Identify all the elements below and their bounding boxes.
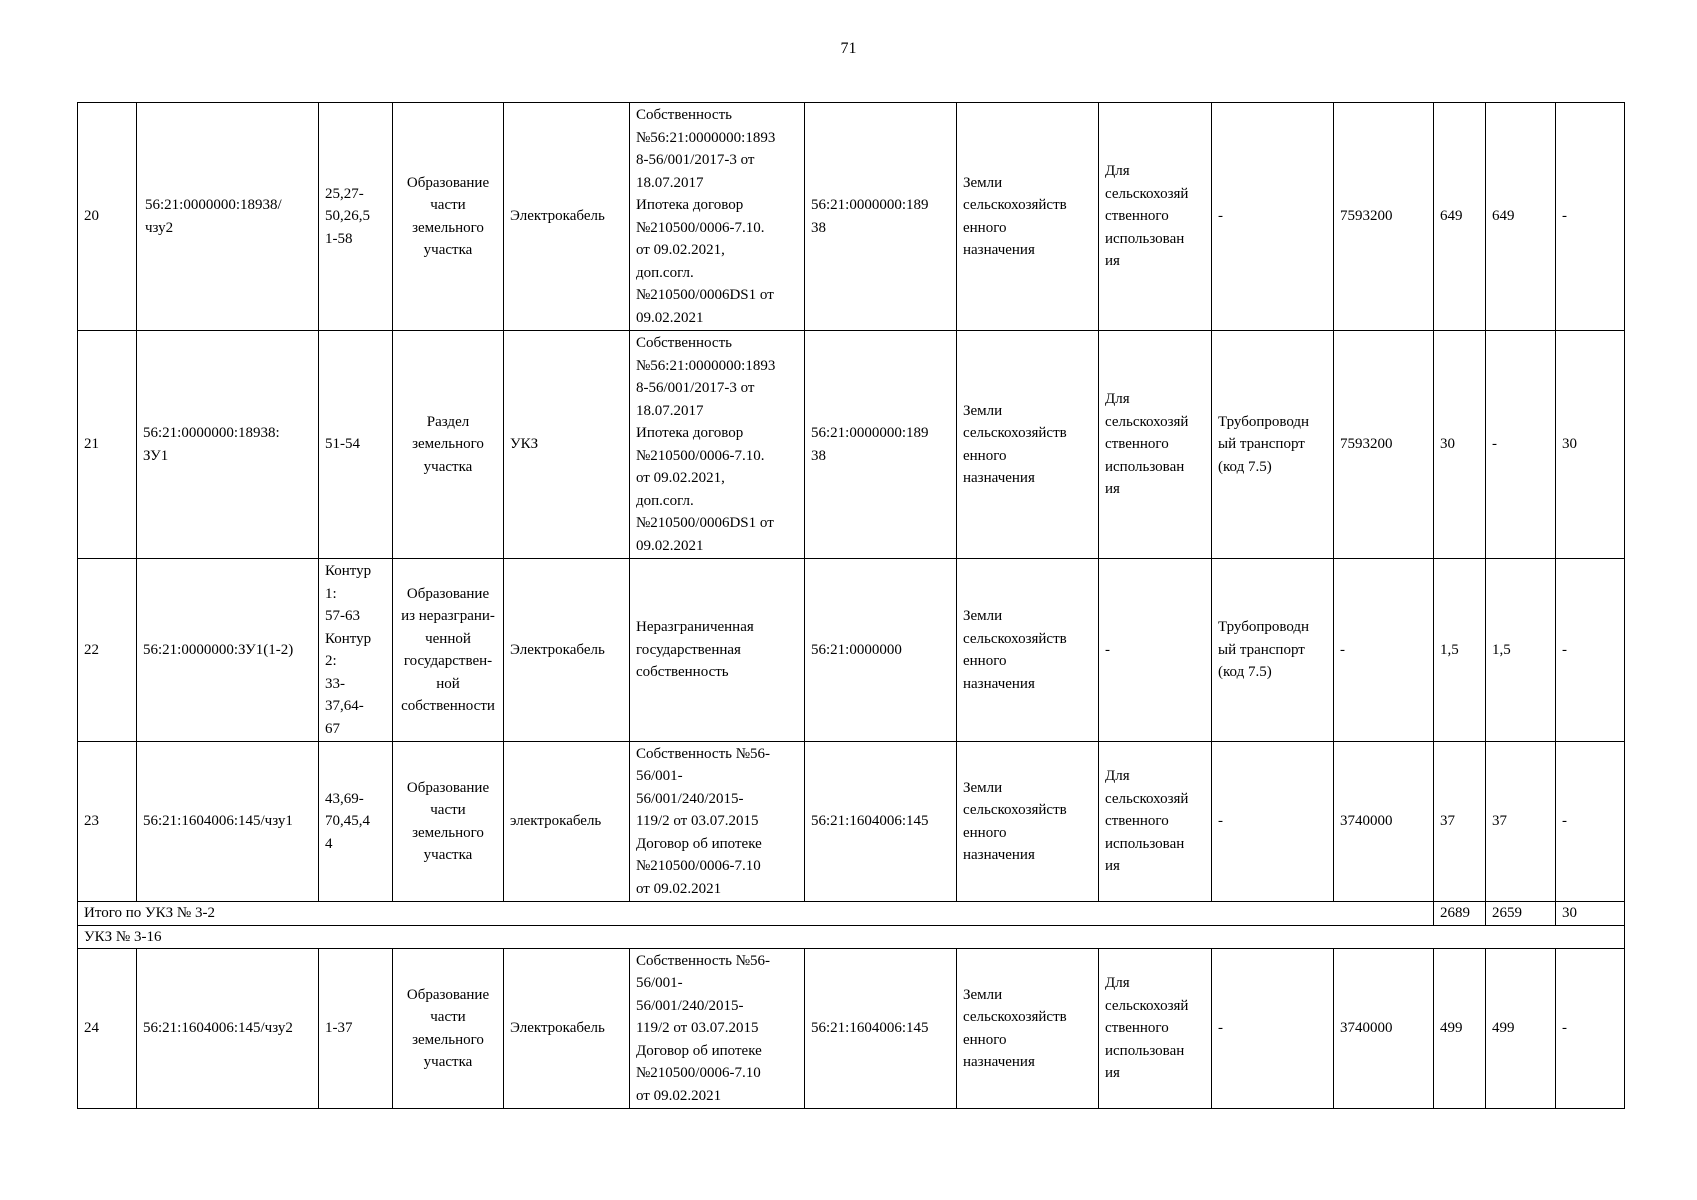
cadastral-cost: 3740000 bbox=[1334, 949, 1434, 1109]
table-row bbox=[78, 103, 1625, 331]
boundary-points: 25,27- 50,26,5 1-58 bbox=[319, 103, 393, 331]
boundary-points: 1-37 bbox=[319, 949, 393, 1109]
source-plot: 56:21:0000000:189 38 bbox=[805, 103, 957, 331]
object-type: электрокабель bbox=[504, 742, 630, 902]
area-permanent: - bbox=[1556, 949, 1625, 1109]
cadastral-number: 56:21:0000000:18938: ЗУ1 bbox=[137, 331, 319, 559]
cadastral-cost: - bbox=[1334, 559, 1434, 742]
permitted-use-existing: Для сельскохозяй ственного использован ия bbox=[1099, 949, 1212, 1109]
land-category: Земли сельскохозяйств енного назначения bbox=[957, 742, 1099, 902]
page-number: 71 bbox=[840, 40, 857, 57]
cadastral-number: 56:21:0000000:18938/ чзу2 bbox=[137, 103, 319, 331]
land-category: Земли сельскохозяйств енного назначения bbox=[957, 949, 1099, 1109]
formation-method: Образование части земельного участка bbox=[393, 103, 504, 331]
boundary-points: 51-54 bbox=[319, 331, 393, 559]
area-permanent: - bbox=[1556, 742, 1625, 902]
land-category: Земли сельскохозяйств енного назначения bbox=[957, 331, 1099, 559]
cadastral-number: 56:21:1604006:145/чзу2 bbox=[137, 949, 319, 1109]
object-type: Электрокабель bbox=[504, 559, 630, 742]
object-type: УКЗ bbox=[504, 331, 630, 559]
rights-info: Собственность №56- 56/001- 56/001/240/2015- 119/2 от 03.07.2015 Договор об ипотеке №210500/0006-7.10 от 09.02.2021 bbox=[630, 742, 805, 902]
cadastral-cost: 7593200 bbox=[1334, 103, 1434, 331]
land-category: Земли сельскохозяйств енного назначения bbox=[957, 559, 1099, 742]
table-row bbox=[78, 559, 1625, 742]
area-temporary: - bbox=[1486, 331, 1556, 559]
boundary-points: Контур 1: 57-63 Контур 2: 33- 37,64- 67 bbox=[319, 559, 393, 742]
permitted-use-planned: - bbox=[1212, 949, 1334, 1109]
source-plot: 56:21:1604006:145 bbox=[805, 949, 957, 1109]
area-temporary: 1,5 bbox=[1486, 559, 1556, 742]
permitted-use-planned: Трубопроводн ый транспорт (код 7.5) bbox=[1212, 331, 1334, 559]
permitted-use-planned: Трубопроводн ый транспорт (код 7.5) bbox=[1212, 559, 1334, 742]
object-type: Электрокабель bbox=[504, 949, 630, 1109]
permitted-use-existing: Для сельскохозяй ственного использован ия bbox=[1099, 103, 1212, 331]
permitted-use-planned: - bbox=[1212, 742, 1334, 902]
total-label: Итого по УКЗ № 3-2 bbox=[78, 902, 1434, 926]
permitted-use-existing: - bbox=[1099, 559, 1212, 742]
row-number: 22 bbox=[78, 559, 137, 742]
boundary-points: 43,69- 70,45,4 4 bbox=[319, 742, 393, 902]
section-label: УКЗ № 3-16 bbox=[78, 925, 1625, 949]
table-row bbox=[78, 331, 1625, 559]
row-number: 20 bbox=[78, 103, 137, 331]
permitted-use-existing: Для сельскохозяй ственного использован ия bbox=[1099, 742, 1212, 902]
total-row bbox=[78, 902, 1625, 926]
row-number: 23 bbox=[78, 742, 137, 902]
land-plots-table bbox=[77, 102, 1625, 1109]
land-category: Земли сельскохозяйств енного назначения bbox=[957, 103, 1099, 331]
area-total: 1,5 bbox=[1434, 559, 1486, 742]
cadastral-cost: 7593200 bbox=[1334, 331, 1434, 559]
area-temporary: 499 bbox=[1486, 949, 1556, 1109]
table-row bbox=[78, 742, 1625, 902]
total-area-permanent: 30 bbox=[1556, 902, 1625, 926]
rights-info: Собственность №56:21:0000000:1893 8-56/001/2017-3 от 18.07.2017 Ипотека договор №210500/0006-7.10. от 09.02.2021, доп.согл. №210500/0006DS1 от 09.02.2021 bbox=[630, 331, 805, 559]
source-plot: 56:21:1604006:145 bbox=[805, 742, 957, 902]
source-plot: 56:21:0000000:189 38 bbox=[805, 331, 957, 559]
area-permanent: - bbox=[1556, 559, 1625, 742]
area-temporary: 649 bbox=[1486, 103, 1556, 331]
area-permanent: - bbox=[1556, 103, 1625, 331]
area-temporary: 37 bbox=[1486, 742, 1556, 902]
area-total: 37 bbox=[1434, 742, 1486, 902]
rights-info: Собственность №56- 56/001- 56/001/240/2015- 119/2 от 03.07.2015 Договор об ипотеке №210500/0006-7.10 от 09.02.2021 bbox=[630, 949, 805, 1109]
formation-method: Раздел земельного участка bbox=[393, 331, 504, 559]
object-type: Электрокабель bbox=[504, 103, 630, 331]
area-permanent: 30 bbox=[1556, 331, 1625, 559]
area-total: 499 bbox=[1434, 949, 1486, 1109]
permitted-use-existing: Для сельскохозяй ственного использован ия bbox=[1099, 331, 1212, 559]
permitted-use-planned: - bbox=[1212, 103, 1334, 331]
row-number: 21 bbox=[78, 331, 137, 559]
formation-method: Образование части земельного участка bbox=[393, 949, 504, 1109]
row-number: 24 bbox=[78, 949, 137, 1109]
area-total: 649 bbox=[1434, 103, 1486, 331]
source-plot: 56:21:0000000 bbox=[805, 559, 957, 742]
formation-method: Образование из неразграни- ченной государствен- ной собственности bbox=[393, 559, 504, 742]
table-row bbox=[78, 949, 1625, 1109]
rights-info: Собственность №56:21:0000000:1893 8-56/001/2017-3 от 18.07.2017 Ипотека договор №210500/0006-7.10. от 09.02.2021, доп.согл. №210500/0006DS1 от 09.02.2021 bbox=[630, 103, 805, 331]
rights-info: Неразграниченная государственная собственность bbox=[630, 559, 805, 742]
area-total: 30 bbox=[1434, 331, 1486, 559]
section-row bbox=[78, 925, 1625, 949]
formation-method: Образование части земельного участка bbox=[393, 742, 504, 902]
cadastral-number: 56:21:0000000:ЗУ1(1-2) bbox=[137, 559, 319, 742]
total-area: 2689 bbox=[1434, 902, 1486, 926]
cadastral-number: 56:21:1604006:145/чзу1 bbox=[137, 742, 319, 902]
cadastral-cost: 3740000 bbox=[1334, 742, 1434, 902]
total-area-temporary: 2659 bbox=[1486, 902, 1556, 926]
